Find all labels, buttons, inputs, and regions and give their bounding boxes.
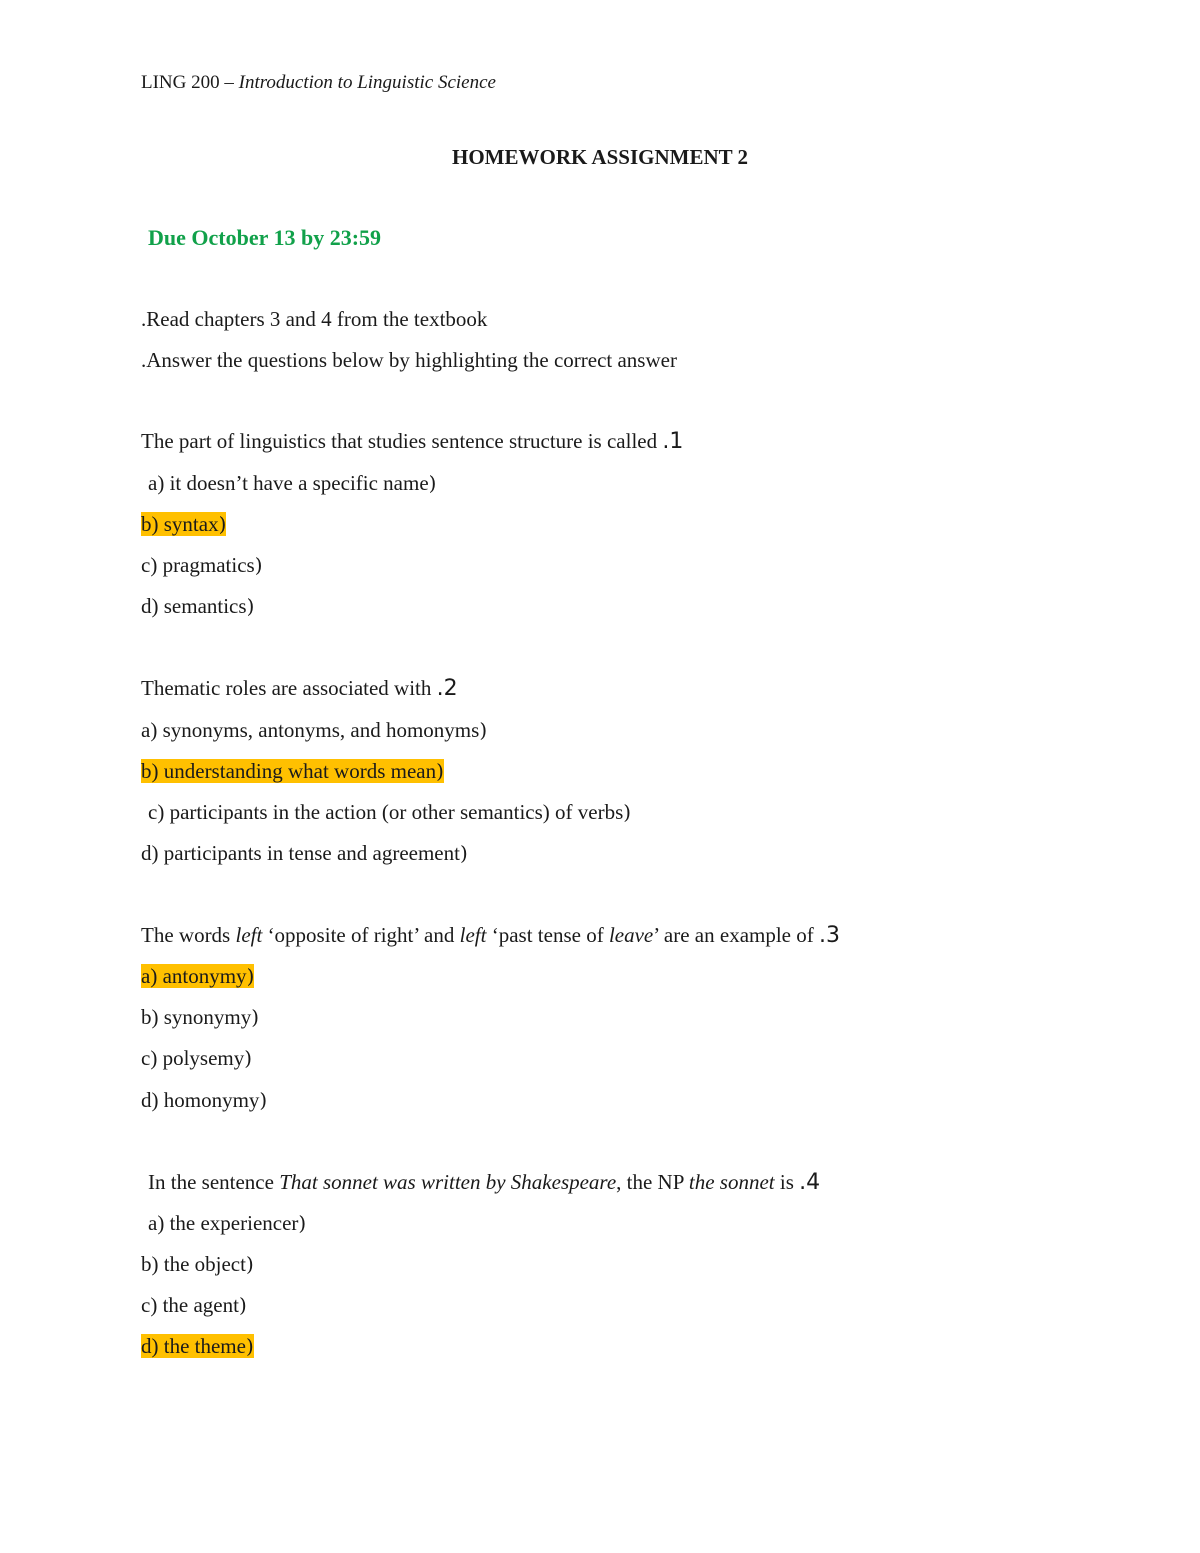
stem-part: In the sentence — [148, 1170, 280, 1194]
option-paren: ) — [238, 1293, 247, 1317]
stem-part: ’ are an example of — [653, 923, 814, 947]
stem-part: ‘opposite of right’ and — [262, 923, 460, 947]
option-paren: ) — [459, 841, 468, 865]
question-4-stem — [148, 1172, 820, 1194]
course-header — [141, 73, 496, 92]
question-number: .1 — [662, 429, 684, 454]
q1-option-b — [141, 514, 226, 535]
option-text: c) participants in the action (or other semantics) of verbs — [148, 800, 624, 824]
option-text: d) participants in tense and agreement — [141, 841, 460, 865]
stem-part: , the NP — [616, 1170, 689, 1194]
option-text: a) it doesn’t have a specific name — [148, 471, 429, 495]
option-text: c) pragmatics — [141, 553, 255, 577]
option-paren: ) — [259, 1088, 268, 1112]
option-paren: ) — [245, 1334, 254, 1358]
option-paren: ) — [246, 594, 255, 618]
option-text: d) semantics — [141, 594, 247, 618]
option-paren: ) — [623, 800, 632, 824]
option-paren: ) — [218, 512, 227, 536]
option-text: a) antonymy — [141, 964, 247, 988]
option-paren: ) — [245, 1252, 254, 1276]
stem-part: is — [774, 1170, 794, 1194]
stem-part: The words — [141, 923, 236, 947]
course-code: LING 200 – — [141, 72, 234, 93]
option-paren: ) — [436, 759, 444, 783]
q3-option-b — [141, 1007, 259, 1028]
q4-option-d — [141, 1336, 254, 1357]
option-paren: ) — [251, 1005, 260, 1029]
course-title: Introduction to Linguistic Science — [238, 72, 496, 93]
stem-part-italic: left — [459, 923, 487, 947]
option-paren: ) — [479, 718, 488, 742]
q1-option-d — [141, 596, 254, 617]
due-date: Due October 13 by 23:59 — [148, 225, 382, 250]
option-text: d) homonymy — [141, 1088, 260, 1112]
option-paren: ) — [298, 1211, 307, 1235]
question-3-stem — [141, 925, 840, 947]
question-2-stem — [141, 678, 458, 700]
stem-part-italic: left — [235, 923, 263, 947]
highlighted-answer — [141, 964, 254, 988]
option-text: d) the theme — [141, 1334, 246, 1358]
stem-part-italic: That sonnet was written by Shakespeare — [279, 1170, 617, 1194]
stem-part-italic: the sonnet — [688, 1170, 775, 1194]
highlighted-answer — [141, 759, 444, 783]
option-paren: ) — [254, 553, 263, 577]
option-text: c) polysemy — [141, 1046, 245, 1070]
instruction-2: .Answer the questions below by highlighting the correct answer — [141, 348, 677, 372]
q1-option-c — [141, 555, 263, 576]
question-number: .2 — [436, 676, 458, 701]
q1-option-a — [148, 473, 436, 494]
question-stem-text: The part of linguistics that studies sentence structure is called — [141, 429, 658, 453]
stem-part: ‘past tense of — [486, 923, 609, 947]
question-number: .3 — [819, 923, 840, 948]
option-text: a) synonyms, antonyms, and homonyms — [141, 718, 480, 742]
option-paren: ) — [244, 1046, 253, 1070]
highlighted-answer — [141, 1334, 254, 1358]
q3-option-a — [141, 966, 254, 987]
q2-option-c — [148, 802, 631, 823]
option-text: c) the agent — [141, 1293, 239, 1317]
option-paren: ) — [428, 471, 437, 495]
option-text: b) syntax — [141, 512, 219, 536]
instruction-1: .Read chapters 3 and 4 from the textbook — [141, 307, 488, 331]
stem-part-italic: leave — [608, 923, 654, 947]
q2-option-b — [141, 761, 444, 782]
option-text: b) understanding what words mean — [141, 759, 437, 783]
q4-option-c — [141, 1295, 247, 1316]
q4-option-b — [141, 1254, 254, 1275]
q3-option-c — [141, 1048, 252, 1069]
highlighted-answer — [141, 512, 226, 536]
option-text: a) the experiencer — [148, 1211, 299, 1235]
option-text: b) synonymy — [141, 1005, 252, 1029]
question-stem-text: Thematic roles are associated with — [141, 676, 432, 700]
q3-option-d — [141, 1090, 267, 1111]
assignment-title: HOMEWORK ASSIGNMENT 2 — [452, 145, 748, 169]
q2-option-d — [141, 843, 468, 864]
q2-option-a — [141, 720, 487, 741]
q4-option-a — [148, 1213, 306, 1234]
option-paren: ) — [246, 964, 255, 988]
question-number: .4 — [799, 1170, 821, 1195]
question-1-stem — [141, 431, 683, 453]
option-text: b) the object — [141, 1252, 246, 1276]
